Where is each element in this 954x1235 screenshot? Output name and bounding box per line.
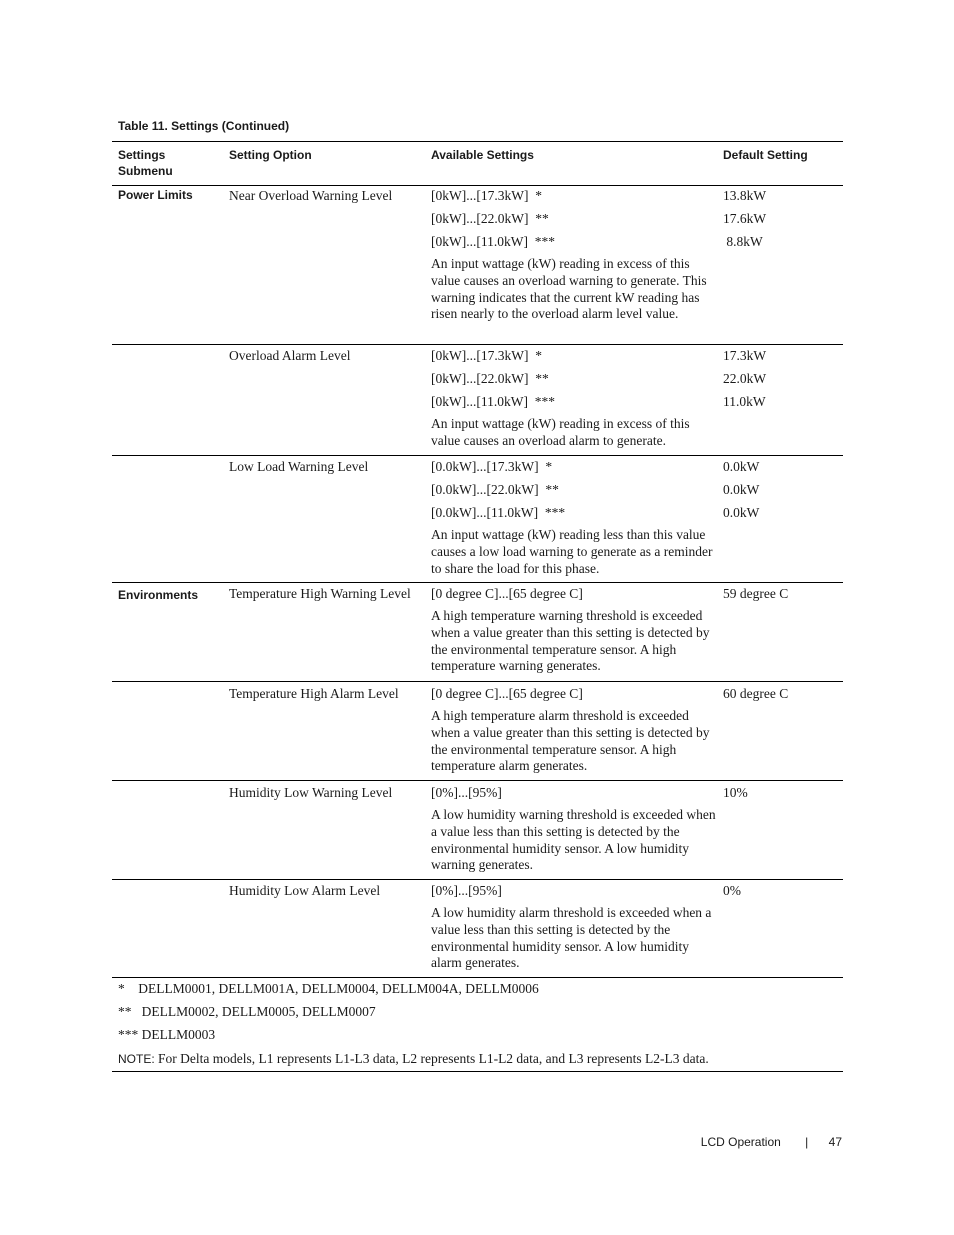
table-row <box>112 880 843 978</box>
default-value: 0.0kW <box>723 459 760 474</box>
footer-section-title: LCD Operation <box>700 1135 781 1149</box>
setting-description: An input wattage (kW) reading less than this value causes a low load warning to generate as a reminder to share the load for this phase. <box>431 527 713 576</box>
header-option: Setting Option <box>229 148 312 162</box>
setting-range: [0kW]...[17.3kW] * <box>431 348 542 363</box>
default-value: 13.8kW <box>723 188 767 203</box>
default-value: 0% <box>723 883 741 898</box>
default-value: 59 degree C <box>723 586 789 601</box>
footnote: ** DELLM0002, DELLM0005, DELLM0007 <box>118 1004 376 1019</box>
setting-description: A high temperature alarm threshold is exceeded when a value greater than this setting is detected by the environmental temperature sensor. A high temperature alarm generates. <box>431 708 710 774</box>
page-footer <box>701 1135 842 1149</box>
default-value: 8.8kW <box>723 234 763 249</box>
settings-table-body <box>112 185 843 978</box>
table-row <box>112 456 843 583</box>
table-caption: Table 11. Settings (Continued) <box>118 119 290 133</box>
setting-option: Temperature High Warning Level <box>229 586 411 601</box>
default-value: 60 degree C <box>723 686 789 701</box>
default-value: 10% <box>723 785 748 800</box>
default-value: 11.0kW <box>723 394 766 409</box>
default-value: 0.0kW <box>723 505 760 520</box>
header-available: Available Settings <box>431 148 534 162</box>
table-row <box>112 781 843 880</box>
setting-range: [0kW]...[11.0kW] *** <box>431 234 555 249</box>
default-value: 0.0kW <box>723 482 760 497</box>
submenu-environments: Environments <box>118 588 199 602</box>
setting-range: [0kW]...[22.0kW] ** <box>431 371 549 386</box>
setting-range: [0%]...[95%] <box>431 883 502 898</box>
setting-option: Humidity Low Alarm Level <box>229 883 381 898</box>
setting-description: An input wattage (kW) reading in excess of this value causes an overload warning to generate. This warning indicates that the current kW reading has risen nearly to the overload alarm level value. <box>431 256 707 322</box>
setting-description: A high temperature warning threshold is exceeded when a value greater than this setting is detected by the environmental temperature sensor. A high temperature warning generates. <box>431 608 710 674</box>
table-row <box>112 583 843 682</box>
setting-description: An input wattage (kW) reading in excess of this value causes an overload alarm to generate. <box>431 416 690 448</box>
setting-description: A low humidity warning threshold is exceeded when a value less than this setting is detected by the environmental humidity sensor. A low humidity warning generates. <box>431 807 716 873</box>
setting-range: [0.0kW]...[22.0kW] ** <box>431 482 559 497</box>
setting-option: Temperature High Alarm Level <box>229 686 399 701</box>
setting-range: [0.0kW]...[11.0kW] *** <box>431 505 566 520</box>
setting-description: A low humidity alarm threshold is exceeded when a value less than this setting is detected by the environmental humidity sensor. A low humidity alarm generates. <box>431 905 712 971</box>
setting-range: [0.0kW]...[17.3kW] * <box>431 459 553 474</box>
table-row <box>112 682 843 781</box>
setting-option: Low Load Warning Level <box>229 459 369 474</box>
default-value: 17.6kW <box>723 211 767 226</box>
footer-separator: | <box>805 1135 809 1149</box>
setting-range: [0kW]...[11.0kW] *** <box>431 394 555 409</box>
page-number: 47 <box>828 1135 842 1149</box>
note-text: For Delta models, L1 represents L1-L3 data, L2 represents L1-L2 data, and L3 represents L2-L3 data. <box>158 1051 709 1066</box>
setting-range: [0kW]...[22.0kW] ** <box>431 211 549 226</box>
setting-option: Overload Alarm Level <box>229 348 351 363</box>
divider <box>112 1071 843 1072</box>
table-row <box>112 185 843 345</box>
default-value: 17.3kW <box>723 348 767 363</box>
default-value: 22.0kW <box>723 371 767 386</box>
setting-range: [0%]...[95%] <box>431 785 502 800</box>
footnote: *** DELLM0003 <box>118 1027 216 1042</box>
note <box>118 1051 709 1067</box>
note-label: NOTE: <box>118 1052 155 1066</box>
setting-option: Humidity Low Warning Level <box>229 785 393 800</box>
header-default: Default Setting <box>723 148 808 162</box>
setting-range: [0 degree C]...[65 degree C] <box>431 686 583 701</box>
footnote: * DELLM0001, DELLM001A, DELLM0004, DELLM004A, DELLM0006 <box>118 981 539 996</box>
table-header <box>112 141 843 186</box>
setting-range: [0kW]...[17.3kW] * <box>431 188 542 203</box>
header-submenu: Settings Submenu <box>118 148 173 178</box>
setting-range: [0 degree C]...[65 degree C] <box>431 586 583 601</box>
submenu-power-limits: Power Limits <box>118 188 193 202</box>
table-row <box>112 345 843 456</box>
setting-option: Near Overload Warning Level <box>229 188 393 203</box>
